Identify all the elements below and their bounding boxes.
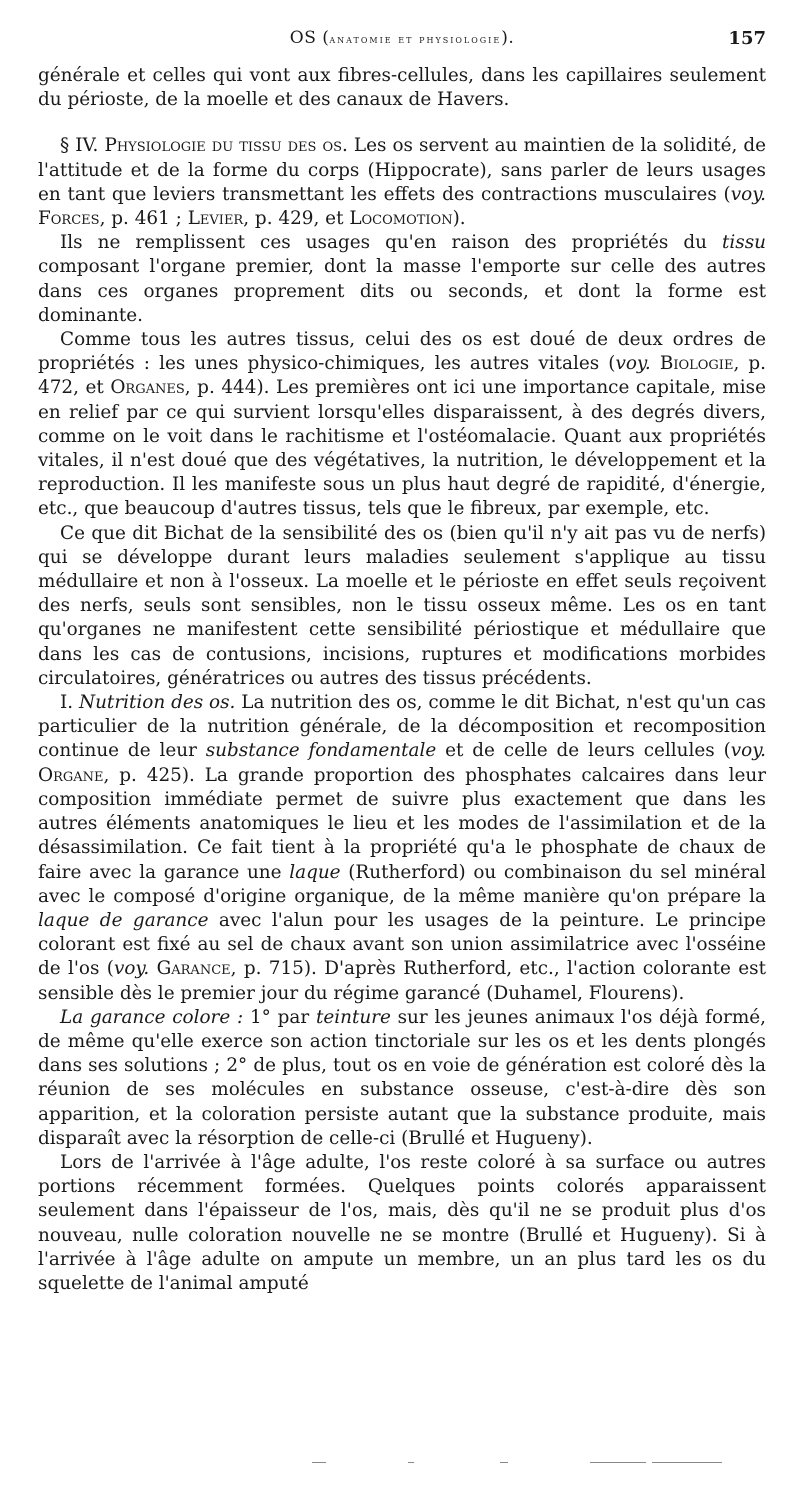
text-run: , p. 444). Les premières ont ici une importance capitale, mise en relief par ce qui survient lorsqu'elles disparaissent, à des degrés divers, comme on le voit dans le rachitisme et l'ostéomalacie. Quant aux propriétés vitales, il n'est doué que des végétatives, la nutrition, le développement et la reproduction. Il les manifeste sous un plus haut degré de rapidité, d'énergie, etc., que beaucoup d'autres tissus, tels que le fibreux, par exemple, etc. <box>38 377 766 520</box>
text-run: ). <box>452 208 466 230</box>
small-caps-text: Organe <box>38 764 104 786</box>
text-run: La nutrition des os, comme le dit Bichat, n'est qu'un cas particulier de la nutrition générale, de la décomposition et recomposition continue de leur <box>38 692 766 762</box>
paragraph-nutrition <box>38 691 766 1006</box>
italic-text: voy. <box>730 740 767 762</box>
footer-marks <box>300 1462 760 1466</box>
text-run: (Rutherford) ou combinaison du sel minéral avec le composé d'origine organique, de la même manière qu'on prépare la <box>38 861 766 907</box>
small-caps-text: Physiologie du tissu des os. <box>104 135 348 157</box>
italic-text: laque <box>289 861 341 883</box>
small-caps-text: Locomotion <box>349 208 453 230</box>
text-run: générale et celles qui vont aux fibres-cellules, dans les capillaires seulement du périoste, de la moelle et des canaux de Havers. <box>38 65 766 111</box>
text-run <box>651 353 660 374</box>
text-run: , p. 425). La grande proportion des phosphates calcaires dans leur composition immédiate permet de suivre plus exactement que dans les autres éléments anatomiques le lieu et les modes de l'assimilation et de la désassimilation. Ce fait tient à la propriété qu'a le phosphate de chaux de faire avec la garance une <box>38 764 766 883</box>
paragraph-continuation <box>38 64 766 112</box>
title-os: OS ( <box>289 28 330 48</box>
running-title <box>38 28 766 48</box>
italic-text: voy. <box>615 353 651 375</box>
text-run: Les os servent au maintien de la solidité, de l'attitude et de la forme du corps (Hippocrate), sans parler de leurs usages en tant que leviers transmettant les effets des contractions musculaires ( <box>38 135 767 205</box>
running-header <box>38 28 766 54</box>
text-run: I. <box>60 692 79 714</box>
text-run: Ce que dit Bichat de la sensibilité des os (bien qu'il n'y ait pas vu de nerfs) qui se développe durant leurs maladies seulement s'applique au tissu médullaire et non à l'osseux. La moelle et le périoste en effet seuls reçoivent des nerfs, seuls sont sensibles, non le tissu osseux même. Les os en tant qu'organes ne manifestent cette sensibilité périostique et médullaire que dans les cas de contusions, incisions, ruptures et modifications morbides circulatoires, génératrices ou autres des tissus précédents. <box>38 522 766 689</box>
document-page <box>38 28 766 1296</box>
italic-text: substance fondamentale <box>205 740 437 762</box>
text-run <box>149 958 156 979</box>
text-run: 1° par <box>243 1006 316 1028</box>
text-run: , p. 472, et <box>38 353 767 399</box>
small-caps-text: Garance <box>156 958 231 980</box>
italic-text: tissu <box>722 232 766 254</box>
paragraph <box>38 231 766 328</box>
italic-text: laque de garance <box>38 909 209 931</box>
page-number: 157 <box>728 28 766 49</box>
italic-text: voy. <box>113 958 150 980</box>
text-run: avec l'alun pour les usages de la peinture. Le principe colorant est fixé au sel de chaux avant son union assimilatrice avec l'osséine de l'os ( <box>38 909 766 980</box>
text-run: , p. 429, et <box>243 208 350 230</box>
text-run: § IV. <box>60 135 105 157</box>
text-run: Comme tous les autres tissus, celui des os est doué de deux ordres de propriétés : les unes physico-chimiques, les autres vitales ( <box>38 329 766 375</box>
paragraph <box>38 522 766 691</box>
text-run: , p. 461 ; <box>99 208 188 230</box>
small-caps-text: Biologie <box>659 353 734 375</box>
small-caps-text: Organes <box>110 377 185 399</box>
italic-text: La garance colore : <box>60 1006 244 1028</box>
italic-text: teinture <box>315 1006 391 1028</box>
italic-text: Nutrition des os. <box>79 692 236 714</box>
text-run: et de celle de leurs cellules ( <box>436 740 731 762</box>
small-caps-text: Forces <box>38 208 100 230</box>
small-caps-text: Levier <box>187 208 244 230</box>
italic-text: voy. <box>730 183 766 205</box>
text-run: composant l'organe premier, dont la masse l'emporte sur celle des autres dans ces organes proprement dits ou seconds, et dont la forme est dominante. <box>38 256 766 326</box>
title-subject: anatomie et physiologie <box>329 32 502 46</box>
section-heading-paragraph <box>38 134 766 231</box>
text-run: Lors de l'arrivée à l'âge adulte, l'os reste coloré à sa surface ou autres portions récemment formées. Quelques points colorés apparaissent seulement dans l'épaisseur de l'os, mais, dès qu'il ne se produit plus d'os nouveau, nulle coloration nouvelle ne se montre (Brullé et Hugueny). Si à l'arrivée à l'âge adulte on ampute un membre, un an plus tard les os du squelette de l'animal amputé <box>38 1151 766 1294</box>
text-run: Ils ne remplissent ces usages qu'en raison des propriétés du <box>60 232 722 254</box>
text-run: , p. 715). D'après Rutherford, etc., l'action colorante est sensible dès le premier jour du régime garancé (Duhamel, Flourens). <box>38 958 766 1004</box>
paragraph <box>38 328 766 522</box>
paragraph <box>38 1151 766 1296</box>
text-run: sur les jeunes animaux l'os déjà formé, de même qu'elle exerce son action tinctoriale sur les os et les dents plongés dans ses solutions ; 2° de plus, tout os en voie de génération est coloré dès la réunion de ses molécules en substance osseuse, c'est-à-dire dès son apparition, et la coloration persiste autant que la substance produite, mais disparaît avec la résorption de celle-ci (Brullé et Hugueny). <box>38 1006 767 1149</box>
paragraph <box>38 1006 766 1151</box>
title-close: ). <box>501 28 515 48</box>
